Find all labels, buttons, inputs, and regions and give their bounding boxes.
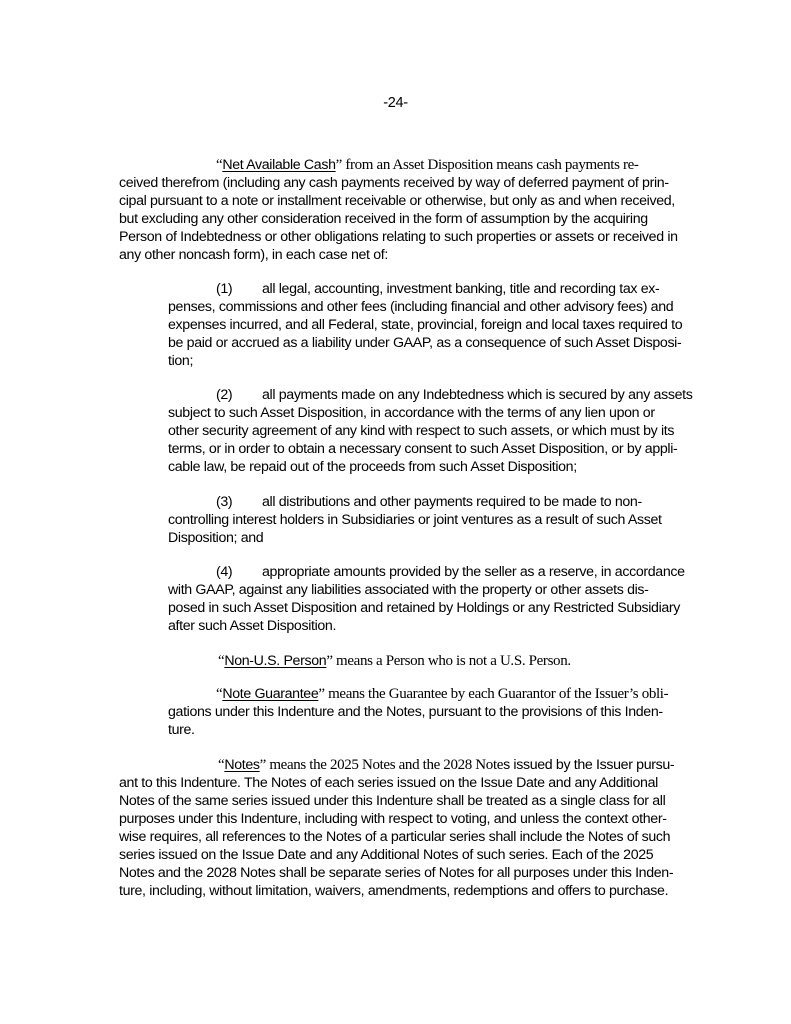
definition-line: wise requires, all references to the Notes of a particular series shall include the Notes of such bbox=[119, 829, 671, 845]
list-item-text: all legal, accounting, investment banking, title and recording tax ex- bbox=[262, 281, 660, 297]
definition-text-continued: s issued by the Issuer pursu- bbox=[503, 757, 675, 773]
list-item-line: with GAAP, against any liabilities associated with the property or other assets dis- bbox=[168, 582, 649, 598]
list-item-first-line bbox=[216, 280, 659, 298]
definition-line: Notes of the same series issued under this Indenture shall be treated as a single class for all bbox=[119, 793, 666, 809]
list-item-line: other security agreement of any kind with respect to such assets, or which must by its bbox=[168, 423, 675, 439]
definition-line: ture. bbox=[168, 722, 195, 738]
definition-line: ant to this Indenture. The Notes of each series issued on the Issue Date and any Additional bbox=[119, 775, 658, 791]
defined-term: Notes bbox=[224, 757, 260, 773]
list-item-line: after such Asset Disposition. bbox=[168, 618, 337, 634]
definition-text: ” means the Guarantee by each Guarantor of the Issuer’s obli- bbox=[318, 686, 669, 702]
open-quote: “ bbox=[218, 757, 225, 773]
definition-line: ceived therefrom (including any cash payments received by way of deferred payment of prin- bbox=[119, 175, 669, 191]
definition-line: Notes and the 2028 Notes shall be separate series of Notes for all purposes under this Inden- bbox=[119, 865, 674, 881]
list-item-first-line bbox=[216, 563, 685, 581]
list-item-line: controlling interest holders in Subsidiaries or joint ventures as a result of such Asset bbox=[168, 512, 662, 528]
list-item-line: cable law, be repaid out of the proceeds from such Asset Disposition; bbox=[168, 459, 577, 475]
list-item-line: terms, or in order to obtain a necessary consent to such Asset Disposition, or by appli- bbox=[168, 441, 678, 457]
list-item-text: appropriate amounts provided by the seller as a reserve, in accordance bbox=[262, 564, 685, 580]
definition-line: purposes under this Indenture, including with respect to voting, and unless the context other- bbox=[119, 811, 667, 827]
open-quote: “ bbox=[216, 686, 223, 702]
definition-text: ” from an Asset Disposition means cash payments re- bbox=[335, 157, 639, 173]
definition-line: but excluding any other consideration received in the form of assumption by the acquiring bbox=[119, 211, 648, 227]
definition-line: ture, including, without limitation, waivers, amendments, redemptions and offers to purchase. bbox=[119, 883, 669, 899]
list-item-first-line bbox=[216, 493, 642, 511]
open-quote: “ bbox=[218, 653, 225, 669]
definition-line: Person of Indebtedness or other obligations relating to such properties or assets or received in bbox=[119, 229, 678, 245]
defined-term: Note Guarantee bbox=[222, 686, 319, 702]
list-item-text: all payments made on any Indebtedness which is secured by any assets bbox=[262, 387, 693, 403]
definition-line: any other noncash form), in each case net of: bbox=[119, 247, 388, 263]
list-item-number: (1) bbox=[216, 281, 233, 297]
list-item-line: Disposition; and bbox=[168, 530, 264, 546]
definition-line: series issued on the Issue Date and any Additional Notes of such series. Each of the 2025 bbox=[119, 847, 654, 863]
definition-first-line bbox=[216, 156, 639, 174]
open-quote: “ bbox=[216, 157, 223, 173]
list-item-number: (2) bbox=[216, 387, 233, 403]
definition-text: ” means a Person who is not a U.S. Person. bbox=[326, 653, 571, 669]
definition-text: ” means the 2025 Notes and the 2028 Note bbox=[259, 757, 504, 773]
definition-line: cipal pursuant to a note or installment receivable or otherwise, but only as and when received, bbox=[119, 193, 675, 209]
list-item-line: posed in such Asset Disposition and retained by Holdings or any Restricted Subsidiary bbox=[168, 600, 681, 616]
list-item-line: penses, commissions and other fees (including financial and other advisory fees) and bbox=[168, 299, 674, 315]
list-item-number: (4) bbox=[216, 564, 233, 580]
list-item-line: tion; bbox=[168, 353, 194, 369]
defined-term: Net Available Cash bbox=[222, 157, 336, 173]
page-number: -24- bbox=[383, 95, 408, 111]
definition-first-line bbox=[216, 685, 668, 703]
list-item-text: all distributions and other payments required to be made to non- bbox=[262, 494, 642, 510]
list-item-line: subject to such Asset Disposition, in accordance with the terms of any lien upon or bbox=[168, 405, 655, 421]
list-item-line: be paid or accrued as a liability under GAAP, as a consequence of such Asset Disposi- bbox=[168, 335, 682, 351]
list-item-line: expenses incurred, and all Federal, state, provincial, foreign and local taxes required to bbox=[168, 317, 683, 333]
list-item-number: (3) bbox=[216, 494, 233, 510]
definition-first-line bbox=[218, 756, 674, 774]
definition-line: gations under this Indenture and the Notes, pursuant to the provisions of this Inden- bbox=[168, 704, 663, 720]
list-item-first-line bbox=[216, 386, 692, 404]
defined-term: Non-U.S. Person bbox=[224, 653, 327, 669]
definition-non-us-person bbox=[218, 652, 571, 670]
